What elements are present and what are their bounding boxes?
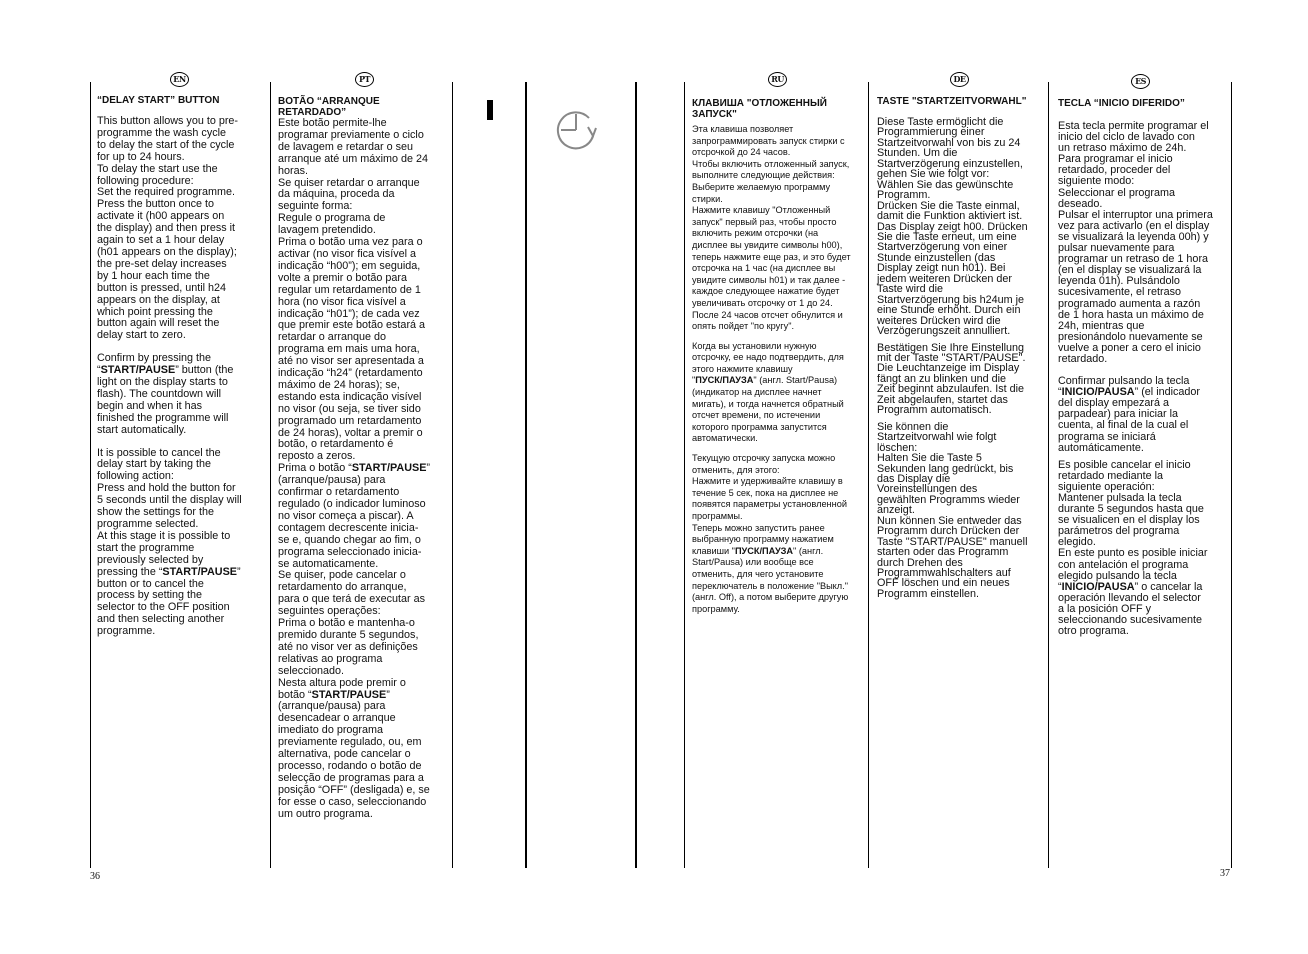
language-badge-pt: PT — [355, 72, 374, 87]
column-divider — [868, 82, 869, 868]
page-number-left: 36 — [90, 871, 100, 882]
paragraph: It is possible to cancel the delay start by taking the following action: Press and hold the button for 5 seconds until the display will show the settings for the programme selected. At this stage it is possible to start the programme previously selected by pressing the “START/PAUSE” button or to cancel the process by setting the selector to the OFF position and then selecting another programme. — [97, 446, 242, 638]
paragraph: This button allows you to pre- programme the wash cycle to delay the start of the cycle for up to 24 hours. To delay the start use the following procedure: Set the required programme. Press the button once to activate it (h00 appears on the display) and then press it again to set a 1 hour delay (h01 appears on the display); the pre-set delay increases by 1 hour each time the button is pressed, until h24 appears on the display, at which point pressing the button again will reset the delay start to zero. — [97, 115, 239, 342]
paragraph: Diese Taste ermöglicht die Programmierung einer Startzeitvorwahl von bis zu 24 Stunden. Um die Startverzögerung einzustellen, gehen Sie wie folgt vor: Wählen Sie das gewünschte Programm. Drücken Sie die Taste einmal, damit die Funktion aktiviert ist. Das Display zeigt h00. Drücken Sie die Taste erneut, um eine Startverzögerung von einer Stunde einzustellen (das Display zeigt nun h01). Bei jedem weiteren Drücken der Taste wird die Startverzögerung bis h24um je eine Stunde erhöht. Durch ein weiteres Drücken wird die Verzögerungszeit annulliert. — [877, 116, 1028, 338]
section-title: TASTE "STARTZEITVORWAHL" — [877, 96, 1027, 107]
column-divider — [90, 82, 91, 868]
language-badge-es: ES — [1131, 74, 1150, 89]
section-marker — [487, 100, 493, 120]
section-title: TECLA “INICIO DIFERIDO” — [1058, 98, 1185, 109]
language-badge-de: DE — [950, 72, 969, 87]
paragraph: Bestätigen Sie Ihre Einstellung mit der Taste "START/PAUSE". Die Leuchtanzeige im Display fängt an zu blinken und die Zeit beginnt abzulaufen. Ist die Zeit abgelaufen, startet das Programm automatisch. — [877, 341, 1026, 417]
section-title: КЛАВИША "ОТЛОЖЕННЫЙ ЗАПУСК" — [692, 98, 827, 120]
column-divider — [1231, 82, 1232, 868]
paragraph: Confirm by pressing the “START/PAUSE” button (the light on the display starts to flash). The countdown will begin and when it has finished the programme will start automatically. — [97, 352, 234, 436]
column-divider — [452, 82, 453, 868]
column-en — [97, 95, 267, 638]
paragraph: Es posible cancelar el inicio retardado mediante la siguiente operación: Mantener pulsada la tecla durante 5 segundos hasta que se visualicen en el display los parámetros del programa elegido. En este punto es posible iniciar con antelación el programa elegido pulsando la tecla “INICIO/PAUSA” o cancelar la operación llevando el selector a la posición OFF y seleccionando sucesivamente otro programa. — [1058, 458, 1208, 638]
clock-icon — [555, 108, 599, 152]
column-divider — [684, 82, 685, 868]
column-divider — [635, 82, 637, 868]
paragraph: Sie können die Startzeitvorwahl wie folgt löschen: Halten Sie die Taste 5 Sekunden lang gedrückt, bis das Display die Voreinstellungen des gewählten Programms wieder anzeigt. Nun können Sie entweder das Programm durch Drücken der Taste "START/PAUSE" manuell starten oder das Programm durch Drehen des Programmwahlschalters auf OFF löschen und ein neues Programm einstellen. — [877, 420, 1028, 600]
paragraph: Текущую отсрочку запуска можно отменить, для этого: Нажмите и удерживайте клавишу в течение 5 сек, пока на дисплее не появятся параметры установленной программы. Теперь можно запустить ранее выбранную программу нажатием клавиши "ПУСК/ПАУЗА" (англ. Start/Pausa) или вообще все отменить, для чего установите переключатель в положение "Выкл." (англ. Off), а потом выберите другую программу. — [692, 453, 849, 614]
column-es — [1058, 98, 1230, 637]
column-ru — [692, 98, 866, 615]
section-title: BOTÃO “ARRANQUE RETARDADO” — [278, 96, 380, 118]
column-divider — [270, 82, 271, 868]
column-pt — [278, 96, 450, 820]
column-divider — [1048, 82, 1049, 868]
paragraph: Esta tecla permite programar el inicio del ciclo de lavado con un retraso máximo de 24h. Para programar el inicio retardado, proceder del siguiente modo: Seleccionar el programa deseado. Pulsar el interruptor una primera vez para activarlo (en el display se visualizará la leyenda 00h) y pulsar nuevamente para programar un retraso de 1 hora (en el display se visualizará la leyenda 01h). Pulsándolo sucesivamente, el retraso programado aumenta a razón de 1 hora hasta un máximo de 24h, mientras que presionándolo nuevamente se vuelve a poner a cero el inicio retardado. — [1058, 120, 1213, 365]
column-divider — [525, 82, 527, 868]
paragraph: Este botão permite-lhe programar previamente o ciclo de lavagem e retardar o seu arranque até um máximo de 24 horas. Se quiser retardar o arranque da máquina, proceda da seguinte forma: Regule o programa de lavagem pretendido. Prima o botão uma vez para o activar (no visor fica visível a indicação “h00”); em seguida, volte a premir o botão para regular um retardamento de 1 hora (no visor fica visível a indicação “h01”); de cada vez que premir este botão estará a retardar o arranque do programa em mais uma hora, até no visor ser apresentada a indicação “h24” (retardamento máximo de 24 horas); se, estando esta indicação visível no visor (ou seja, se tiver sido programado um retardamento de 24 horas), voltar a premir o botão, o retardamento é reposto a zeros. Prima o botão “START/PAUSE” (arranque/pausa) para confirmar o retardamento regulado (o indicador luminoso no visor começa a piscar). A contagem decrescente inicia- se e, quando chegar ao fim, o programa seleccionado inicia- se automaticamente. Se quiser, pode cancelar o retardamento do arranque, para o que terá de executar as seguintes operações: Prima o botão e mantenha-o premido durante 5 segundos, até no visor ver as definições relativas ao programa seleccionado. Nesta altura pode premir o botão “START/PAUSE” (arranque/pausa) para desencadear o arranque imediato do programa previamente regulado, ou, em alternativa, pode cancelar o processo, rodando o botão de selecção de programas para a posição “OFF” (desligada) e, se for esse o caso, seleccionando um outro programa. — [278, 117, 431, 820]
paragraph: Эта клавиша позволяет запрограммировать запуск стирки с отсрочкой до 24 часов. Чтобы включить отложенный запуск, выполните следующие действия: Выберите желаемую программу стирки. Нажмите клавишу "Отложенный запуск" первый раз, чтобы просто включить режим отсрочки (на дисплее вы увидите символы h00), теперь нажмите еще раз, и это будет отсрочка на 1 час (на дисплее вы увидите символы h01) и так далее - каждое следующее нажатие будет увеличивать отсрочку от 1 до 24. После 24 часов отсчет обнулится и опять пойдет "по кругу". — [692, 124, 851, 332]
section-title: “DELAY START” BUTTON — [97, 95, 220, 106]
column-de — [877, 96, 1047, 599]
paragraph: Confirmar pulsando la tecla “INICIO/PAUSA” (el indicador del display empezará a parpadear) para iniciar la cuenta, al final de la cual el programa se iniciará automáticamente. — [1058, 375, 1201, 454]
page-number-right: 37 — [1220, 868, 1230, 879]
paragraph: Когда вы установили нужную отсрочку, ее надо подтвердить, для этого нажмите клавишу "ПУСК/ПАУЗА" (англ. Start/Pausa) (индикатор на дисплее начнет мигать), и тогда начнется обратный отсчет времени, по истечении которого программа запустится автоматически. — [692, 340, 844, 444]
language-badge-en: EN — [170, 72, 189, 87]
language-badge-ru: RU — [768, 72, 787, 87]
